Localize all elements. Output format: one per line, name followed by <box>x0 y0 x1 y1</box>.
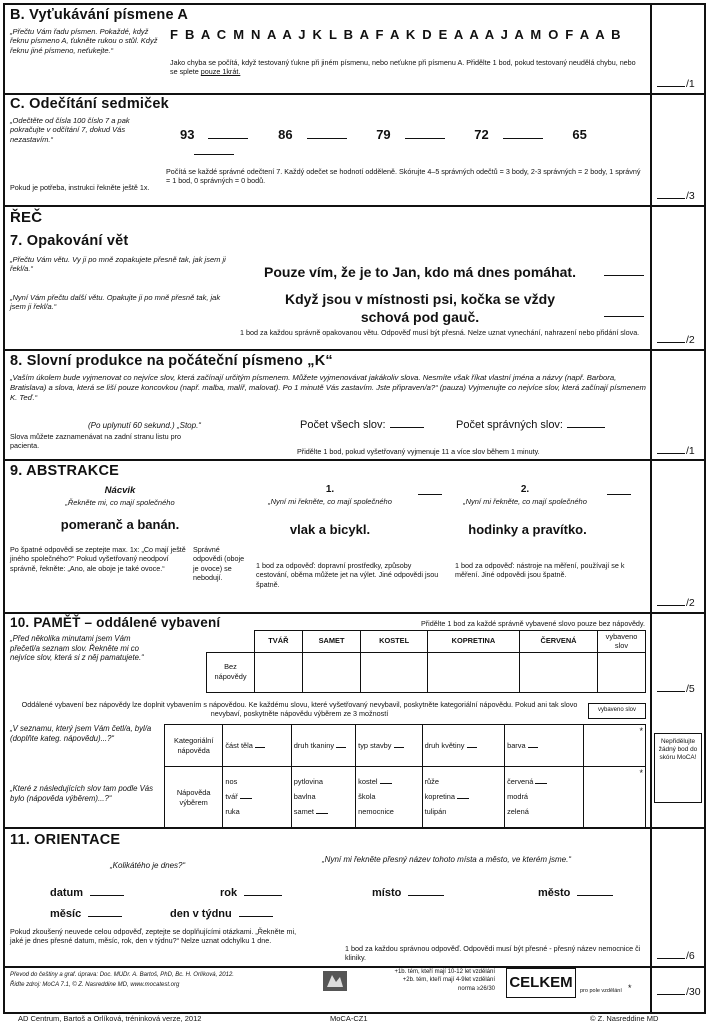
memory-free-recall-table <box>206 630 646 693</box>
choice-2-b: bavlna <box>293 792 316 802</box>
sentence-2-blank[interactable] <box>604 316 644 317</box>
choice-3-a: kostel <box>358 777 378 787</box>
orientation-place <box>372 887 444 900</box>
section-c-note: Počítá se každé správné odečtení 7. Každý odečet se hodnotí odděleně. Skórujte 4–5 správných odečtů = 3 body, 2-3 správných = 2 body, 1 správný = 1 bod, 0 správných = 0 bodů. <box>166 167 641 186</box>
label-mesto: město <box>538 887 571 899</box>
orientation-month <box>50 908 122 921</box>
section-10-mid-note: Oddálené vybavení bez nápovědy lze doplnit vybavením s nápovědou. Ke každému slovu, které vyšetřovaný nevybavil, poskytněte kategoriální nápovědu. Pokud ani tak slovo nevybaví, poskytněte nápovědu výběrem ze 3 možností <box>21 700 578 719</box>
footer-bottom-mid: MoCA-CZ1 <box>330 1014 368 1023</box>
frame-right <box>704 3 706 1013</box>
section-b-instruction: „Přečtu Vám řadu písmen. Pokaždé, když řeknu písmeno A, ťukněte rukou o stůl. Když řeknu jiné písmeno, neťukejte.“ <box>10 27 158 55</box>
education-asterisk: * <box>628 983 632 993</box>
education-field-label: pro pole vzdělání <box>580 988 622 994</box>
section-11-title: 11. ORIENTACE <box>10 832 121 848</box>
orientation-year <box>220 887 282 900</box>
divider-8 <box>3 459 706 461</box>
section-b-title: B. Vyťukávání písmene A <box>10 7 189 23</box>
word-tvar: TVÁŘ <box>255 631 303 653</box>
frame-top-right <box>650 3 706 5</box>
orientation-city <box>538 887 613 900</box>
section-10-instruction: „Před několika minutami jsem Vám přečetl/a seznam slov. Řekněte mi co nejvíce slov, která si z něj pamatujete.“ <box>10 634 144 663</box>
abstraction-1-blank[interactable] <box>418 494 442 495</box>
choice-5-c: zelená <box>507 806 529 816</box>
abstraction-2-question: „Nyní mi řekněte, co mají společného <box>463 497 587 506</box>
answer-blank-4[interactable] <box>503 138 543 139</box>
frame-top <box>3 3 651 5</box>
weekday-blank[interactable] <box>239 916 273 917</box>
note-underline: pouze 1krát. <box>200 67 241 77</box>
section-c-title: C. Odečítání sedmiček <box>10 96 169 112</box>
credits-line-2: Řiďte zdroj: MoCA 7.1, © Z. Nasreddine MD, www.mocatest.org <box>10 982 180 988</box>
practice-pair: pomeranč a banán. <box>60 517 180 532</box>
section-11-note: 1 bod za každou správnou odpověď. Odpovědi musí být přesné - přesný název nemocnice či kliniky. <box>345 944 641 963</box>
choice-1-b: tvář <box>225 792 238 802</box>
word-cervena: ČERVENÁ <box>520 631 598 653</box>
category-hint-5: barva <box>505 725 583 767</box>
practice-label: Nácvik <box>104 485 136 496</box>
divider-11 <box>3 966 706 968</box>
score-c[interactable]: /3 <box>657 190 695 203</box>
date-blank[interactable] <box>90 895 124 896</box>
abstraction-2-number: 2. <box>520 484 530 495</box>
month-blank[interactable] <box>88 916 122 917</box>
score-10[interactable]: /5 <box>657 683 695 696</box>
orientation-question-1: „Kolikátého je dnes?“ <box>110 861 186 870</box>
sentence-2a: Když jsou v místnosti psi, kočka se vždy <box>285 291 555 307</box>
frame-left <box>3 3 5 1013</box>
sentence-1-blank[interactable] <box>604 275 644 276</box>
number-86: 86 <box>278 127 293 142</box>
category-hint-2: druh tkaniny <box>291 725 355 767</box>
number-65: 65 <box>572 127 587 142</box>
count-correct-words: Počet správných slov: <box>456 419 605 432</box>
count-all-words: Počet všech slov: <box>300 419 424 432</box>
category-hint-row-label: Kategoriální nápověda <box>165 725 223 767</box>
choice-2-c-wrap <box>294 805 353 820</box>
section-8-title: 8. Slovní produkce na počáteční písmeno „K“ <box>10 353 333 369</box>
section-9-correct-note: Správné odpovědi (oboje je ovoce) se nebodují. <box>193 545 245 583</box>
choice-hint-instruction: „Které z následujících slov tam podle Vás bylo (nápověda výběrem)...?“ <box>10 784 154 803</box>
recalled-words-header: vybaveno slov <box>598 631 646 653</box>
footer-bottom-right: © Z. Nasreddine MD <box>590 1014 659 1023</box>
section-language-heading: ŘEČ <box>10 209 43 226</box>
sentence-1: Pouze vím, že je to Jan, kdo má dnes pomáhat. <box>264 264 576 280</box>
year-blank[interactable] <box>244 895 282 896</box>
section-8-instruction: „Vaším úkolem bude vyjmenovat co nejvíce slov, která začínají určitým písmenem. Můžete vyjmenovávat jakákoliv slova. Nesmíte však říkat vlastní jména a názvy (např. Barbora, Bratislava) a slova, která se liší pouze koncovkou (např. malba, malíř, malovat). Po 1 minutě Vás zastavím. Jste připraven/a?“ (pauza) Vyjmenujte co nejvíce slov, která začínají písmenem K. Teď.“ <box>10 373 646 402</box>
answer-blank-2[interactable] <box>307 138 347 139</box>
choice-hint-total[interactable]: * <box>583 767 645 829</box>
section-7-instruction-2: „Nyní Vám přečtu další větu. Opakujte ji po mně přesně tak, jak jsem ji řekl/a.“ <box>10 293 221 312</box>
choice-3-b: škola <box>358 792 376 802</box>
divider-c <box>3 205 706 207</box>
section-9-title: 9. ABSTRAKCE <box>10 463 120 479</box>
number-93: 93 <box>180 127 195 142</box>
norm-value: norma ≥26/30 <box>458 986 495 992</box>
practice-question: „Řekněte mi, co mají společného <box>65 498 175 507</box>
choice-hint-row-label: Nápověda výběrem <box>165 767 223 829</box>
choice-1-a: nos <box>225 777 238 787</box>
section-9-help: Po špatné odpovědi se zeptejte max. 1x: „Co mají ještě jiného společného?“ Pokud vyšetřovaný neodpoví správně, řekněte: „Ano, ale oboje je také ovoce.“ <box>10 545 186 573</box>
credits-line-1: Převod do češtiny a graf. úprava: Doc. MUDr. A. Bartoš, PhD, Bc. H. Orlíková, 2012. <box>10 972 234 978</box>
choice-4-a: růže <box>424 777 439 787</box>
moca-logo-icon <box>322 970 348 992</box>
section-8-timer: (Po uplynutí 60 sekund.) „Stop.“ <box>88 421 201 430</box>
number-79: 79 <box>376 127 391 142</box>
section-11-help: Pokud zkoušený neuvede celou odpověď, zeptejte se doplňujícími otázkami. „Řekněte mi, jaké je dnes přesné datum, měsíc, rok, den v týdnu?“ Nelze uznat odchylku 1 dne. <box>10 927 297 946</box>
section-9-note-2: 1 bod za odpověď: nástroje na měření, používají se k měření. Jiné odpovědi jsou špatně. <box>455 561 625 580</box>
no-score-side-note: Nepřidělujte žádný bod do skóru MoCA! <box>654 733 702 803</box>
orientation-weekday <box>170 908 273 921</box>
city-blank[interactable] <box>577 895 613 896</box>
answer-blank-3[interactable] <box>405 138 445 139</box>
number-72: 72 <box>474 127 489 142</box>
choice-hint-2 <box>291 767 355 829</box>
score-8[interactable]: /1 <box>657 445 695 458</box>
choice-hint-3 <box>356 767 422 829</box>
choice-1-c: ruka <box>225 806 240 816</box>
section-8-note: Přidělte 1 bod, pokud vyšetřovaný vyjmenuje 11 a více slov během 1 minuty. <box>297 447 540 456</box>
abstraction-2-blank[interactable] <box>607 494 631 495</box>
section-10-title: 10. PAMĚŤ – oddálené vybavení <box>10 615 221 630</box>
choice-4-b: kopretina <box>424 792 455 802</box>
education-bonus-1: +1b. tém, kteří mají 10-12 let vzdělání <box>394 969 495 975</box>
total-label: CELKEM <box>506 968 576 998</box>
footer-bottom-left: AD Centrum, Bartoš a Orlíková, tréninková verze, 2012 <box>18 1014 202 1023</box>
section-8-side-note: Slova můžete zaznamenávat na zadní stranu listu pro pacienta. <box>10 432 181 451</box>
answer-blank-5[interactable] <box>194 154 234 155</box>
answer-blank-1[interactable] <box>208 138 248 139</box>
category-hint-4: druh květiny <box>422 725 505 767</box>
label-rok: rok <box>220 887 238 899</box>
score-7[interactable]: /2 <box>657 334 695 347</box>
count-all-blank[interactable] <box>390 427 424 428</box>
abstraction-1-pair: vlak a bicykl. <box>289 522 371 537</box>
letter-sequence: F B A C M N A A J K L B A F A K D E A A A J A M O F A A B <box>170 27 622 42</box>
divider-b <box>3 93 706 95</box>
section-7-title: 7. Opakování vět <box>10 233 129 249</box>
score-9[interactable]: /2 <box>657 597 695 610</box>
choice-3-a-wrap <box>358 775 419 790</box>
word-kopretina: KOPRETINA <box>427 631 519 653</box>
category-hint-instruction: „V seznamu, který jsem Vám četl/a, byl/a (doplňte kateg. nápovědu)...?“ <box>10 724 152 743</box>
label-datum: datum <box>50 887 83 899</box>
total-score[interactable]: /30 <box>657 986 701 999</box>
divider-9 <box>3 612 706 614</box>
section-c-instruction: „Odečtěte od čísla 100 číslo 7 a pak pokračujte v odčítání 7, dokud Vás nezastavím.“ <box>10 116 130 144</box>
choice-5-b: modrá <box>507 792 529 802</box>
frame-mid <box>650 3 652 1013</box>
choice-hint-4 <box>422 767 505 829</box>
label-mesic: měsíc <box>50 908 82 920</box>
section-7-note: 1 bod za každou správně opakovanou větu. Odpověď musí být přesná. Nelze uznat vynechání, nahrazení nebo přidání slova. <box>240 328 640 337</box>
category-hint-3: typ stavby <box>356 725 422 767</box>
section-7-instruction-1: „Přečtu Vám větu. Vy ji po mně zopakujete přesně tak, jak jsem ji řekl/a.“ <box>10 255 226 274</box>
abstraction-1-question: „Nyní mi řekněte, co mají společného <box>268 497 392 506</box>
no-hint-cell-3[interactable] <box>361 652 427 692</box>
education-bonus-2: +2b. tém, kteří mají 4-9let vzdělání <box>402 977 495 983</box>
abstraction-2-pair: hodinky a pravítko. <box>468 522 587 537</box>
subtraction-row <box>180 127 640 158</box>
choice-2-a: pytlovina <box>293 777 323 787</box>
choice-2-c: samet <box>293 806 314 816</box>
score-b[interactable]: /1 <box>657 78 695 91</box>
choice-4-b-wrap <box>425 790 503 805</box>
choice-5-a: červená <box>507 777 534 787</box>
section-c-extra: Pokud je potřeba, instrukci řekněte ještě 1x. <box>10 183 150 192</box>
choice-4-c: tulipán <box>424 806 447 816</box>
recalled-words-header-2: vybaveno slov <box>588 703 646 719</box>
score-11[interactable]: /6 <box>657 950 695 963</box>
category-hint-total[interactable]: * <box>583 725 645 767</box>
choice-hint-5 <box>505 767 583 829</box>
no-hint-cell-2[interactable] <box>302 652 361 692</box>
memory-cued-table <box>164 724 646 829</box>
no-hint-cell-1[interactable] <box>255 652 303 692</box>
no-hint-total[interactable] <box>598 652 646 692</box>
count-correct-blank[interactable] <box>567 427 605 428</box>
orientation-question-2: „Nyní mi řekněte přesný název tohoto místa a město, ve kterém jsme.“ <box>322 855 571 864</box>
choice-5-a-wrap <box>507 775 580 790</box>
no-hint-row-label: Bez nápovědy <box>207 652 255 692</box>
category-hint-1: část těla <box>223 725 291 767</box>
no-hint-cell-5[interactable] <box>520 652 598 692</box>
no-hint-cell-4[interactable] <box>427 652 519 692</box>
orientation-date <box>50 887 124 900</box>
section-9-note-1: 1 bod za odpověď: dopravní prostředky, způsoby cestování, oběma můžete jet na výlet. Jiné odpovědi jsou špatně. <box>256 561 439 589</box>
word-kostel: KOSTEL <box>361 631 427 653</box>
label-misto: místo <box>372 887 402 899</box>
section-b-note: Jako chyba se počítá, když testovaný ťukne při jiném písmenu, nebo neťukne při písmenu A. Přidělte 1 bod, pokud testovaný neudělá chybu, nebo se splete pouze 1krát. <box>170 58 636 77</box>
word-samet: SAMET <box>302 631 361 653</box>
choice-1-b-wrap <box>225 790 288 805</box>
choice-hint-1 <box>223 767 291 829</box>
corner-cell <box>207 631 255 653</box>
section-10-top-note: Přidělte 1 bod za každé správně vybavené slovo pouze bez nápovědy. <box>420 619 645 628</box>
choice-3-c: nemocnice <box>358 806 394 816</box>
sentence-2b: schová pod gauč. <box>360 309 480 325</box>
place-blank[interactable] <box>408 895 444 896</box>
abstraction-1-number: 1. <box>325 484 335 495</box>
divider-7 <box>3 349 706 351</box>
label-den: den v týdnu <box>170 908 232 920</box>
